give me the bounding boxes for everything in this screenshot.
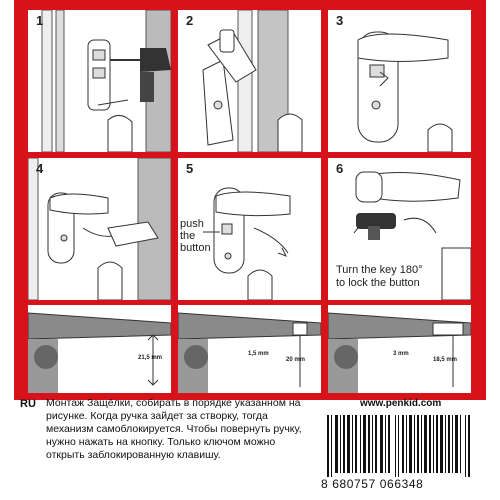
barcode-number: 8 680757 066348 [321,477,424,491]
dimension-label: 3 mm [393,351,409,357]
step-2-panel [178,10,321,152]
step-1-illustration [28,10,171,152]
dimension-label: 20 mm [286,357,306,363]
step-5-panel [178,158,321,300]
step-1-panel [28,10,171,152]
step-number: 6 [336,161,344,176]
step-number: 1 [36,13,44,28]
language-code: RU [20,398,36,410]
dimension-panel-3 [328,305,471,393]
step-4-illustration [28,158,171,300]
key-label-line-1: Turn the key 180° [336,264,423,276]
dimension-2-illustration [178,305,321,393]
instruction-text: Монтаж Защёлки, собирать в порядке указанном на рисунке. Когда ручка зайдет за створку, тогда механизм самоблокируется. Чтобы повернуть ручку, нужно нажать на кнопку. Только ключом можно открыть заблокированную клавишу. [46,397,302,461]
dimension-label: 18,5 mm [433,357,458,363]
push-label-line-3: button [180,242,211,254]
dimension-panel-1 [28,305,171,393]
push-label-line-1: push [180,218,204,230]
step-3-illustration [328,10,471,152]
dimension-label: 1,5 mm [248,351,269,357]
push-label-line-2: the [180,230,196,242]
dimension-panel-2 [178,305,321,393]
step-number: 3 [336,13,344,28]
dimension-1-illustration [28,305,171,393]
step-6-panel [328,158,471,300]
dimension-3-illustration [328,305,471,393]
key-label-line-2: to lock the button [336,277,420,289]
step-4-panel [28,158,171,300]
barcode-graphic [325,415,475,477]
website-url: www.penkid.com [360,398,442,409]
step-2-illustration [178,10,321,152]
step-number: 2 [186,13,194,28]
dimension-label: 21,5 mm [138,355,163,361]
step-number: 4 [36,161,44,176]
step-3-panel [328,10,471,152]
step-number: 5 [186,161,194,176]
